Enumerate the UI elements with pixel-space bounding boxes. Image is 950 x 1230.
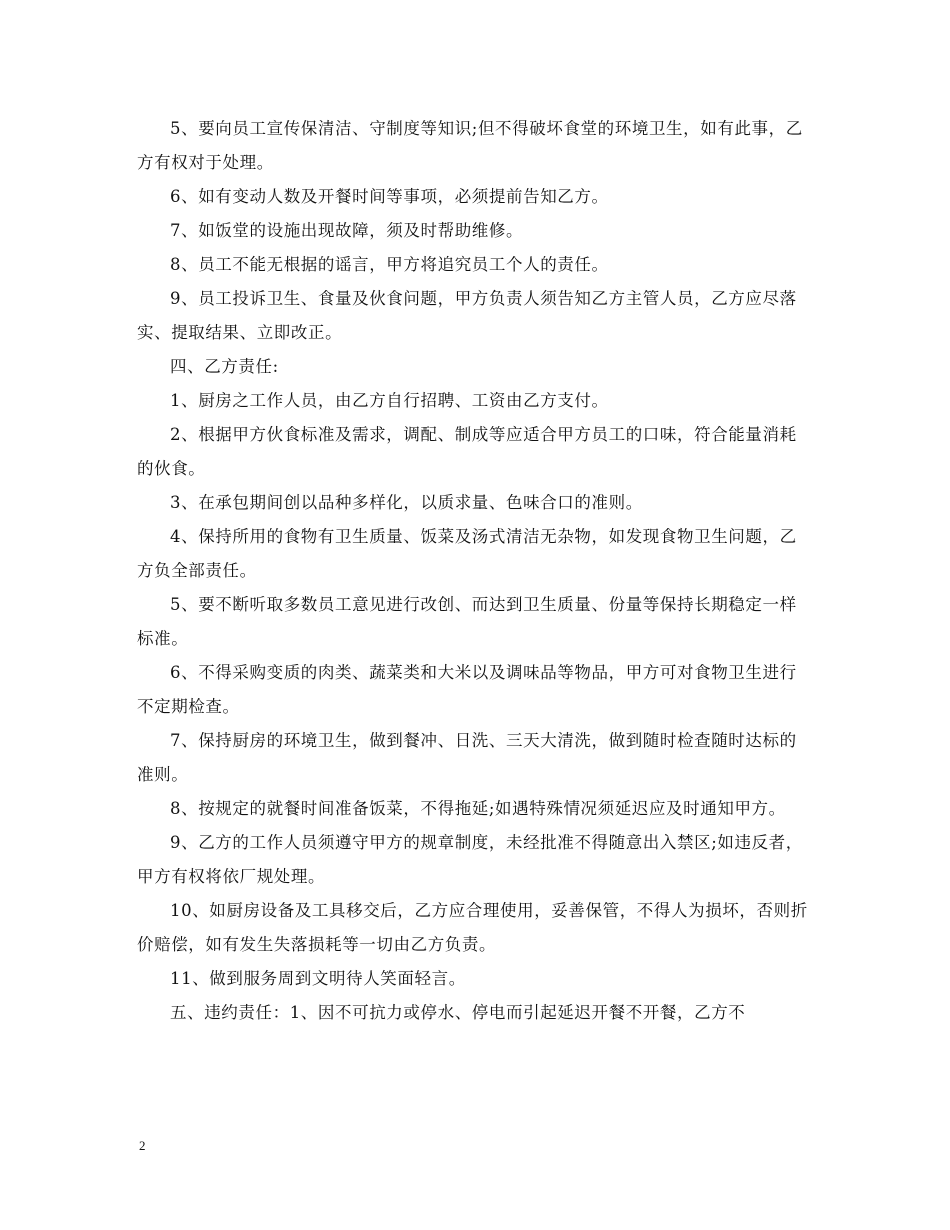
paragraph: 10、如厨房设备及工具移交后，乙方应合理使用，妥善保管，不得人为损坏，否则折价赔偿，如有发生失落损耗等一切由乙方负责。 [137, 901, 808, 954]
paragraph: 2、根据甲方伙食标准及需求，调配、制成等应适合甲方员工的口味，符合能量消耗的伙食。 [137, 425, 797, 478]
paragraph: 五、违约责任：1、因不可抗力或停水、停电而引起延迟开餐不开餐，乙方不 [170, 1003, 746, 1022]
paragraph: 1、厨房之工作人员，由乙方自行招聘、工资由乙方支付。 [170, 391, 609, 410]
page-number: 2 [139, 1138, 146, 1153]
paragraph: 11、做到服务周到文明待人笑面轻言。 [170, 969, 466, 988]
paragraph: 6、如有变动人数及开餐时间等事项，必须提前告知乙方。 [170, 187, 609, 206]
paragraph: 3、在承包期间创以品种多样化，以质求量、色味合口的准则。 [170, 493, 643, 512]
paragraph: 8、按规定的就餐时间准备饭菜，不得拖延;如遇特殊情况须延迟应及时通知甲方。 [170, 799, 786, 818]
paragraph: 9、乙方的工作人员须遵守甲方的规章制度，未经批准不得随意出入禁区;如违反者，甲方有权将依厂规处理。 [137, 833, 803, 886]
paragraph: 6、不得采购变质的肉类、蔬菜类和大米以及调味品等物品，甲方可对食物卫生进行不定期检查。 [137, 663, 797, 716]
paragraph: 7、保持厨房的环境卫生，做到餐冲、日洗、三天大清洗，做到随时检查随时达标的准则。 [137, 731, 797, 784]
paragraph: 9、员工投诉卫生、食量及伙食问题，甲方负责人须告知乙方主管人员，乙方应尽落实、提取结果、立即改正。 [137, 289, 797, 342]
paragraph: 8、员工不能无根据的谣言，甲方将追究员工个人的责任。 [170, 255, 609, 274]
section-heading: 四、乙方责任: [170, 357, 279, 376]
document-body [137, 112, 812, 1030]
paragraph: 5、要不断听取多数员工意见进行改创、而达到卫生质量、份量等保持长期稳定一样标准。 [137, 595, 797, 648]
paragraph: 7、如饭堂的设施出现故障，须及时帮助维修。 [170, 221, 524, 240]
paragraph: 4、保持所用的食物有卫生质量、饭菜及汤式清洁无杂物，如发现食物卫生问题，乙方负全部责任。 [137, 527, 797, 580]
paragraph: 5、要向员工宣传保清洁、守制度等知识;但不得破坏食堂的环境卫生，如有此事，乙方有权对于处理。 [137, 119, 803, 172]
